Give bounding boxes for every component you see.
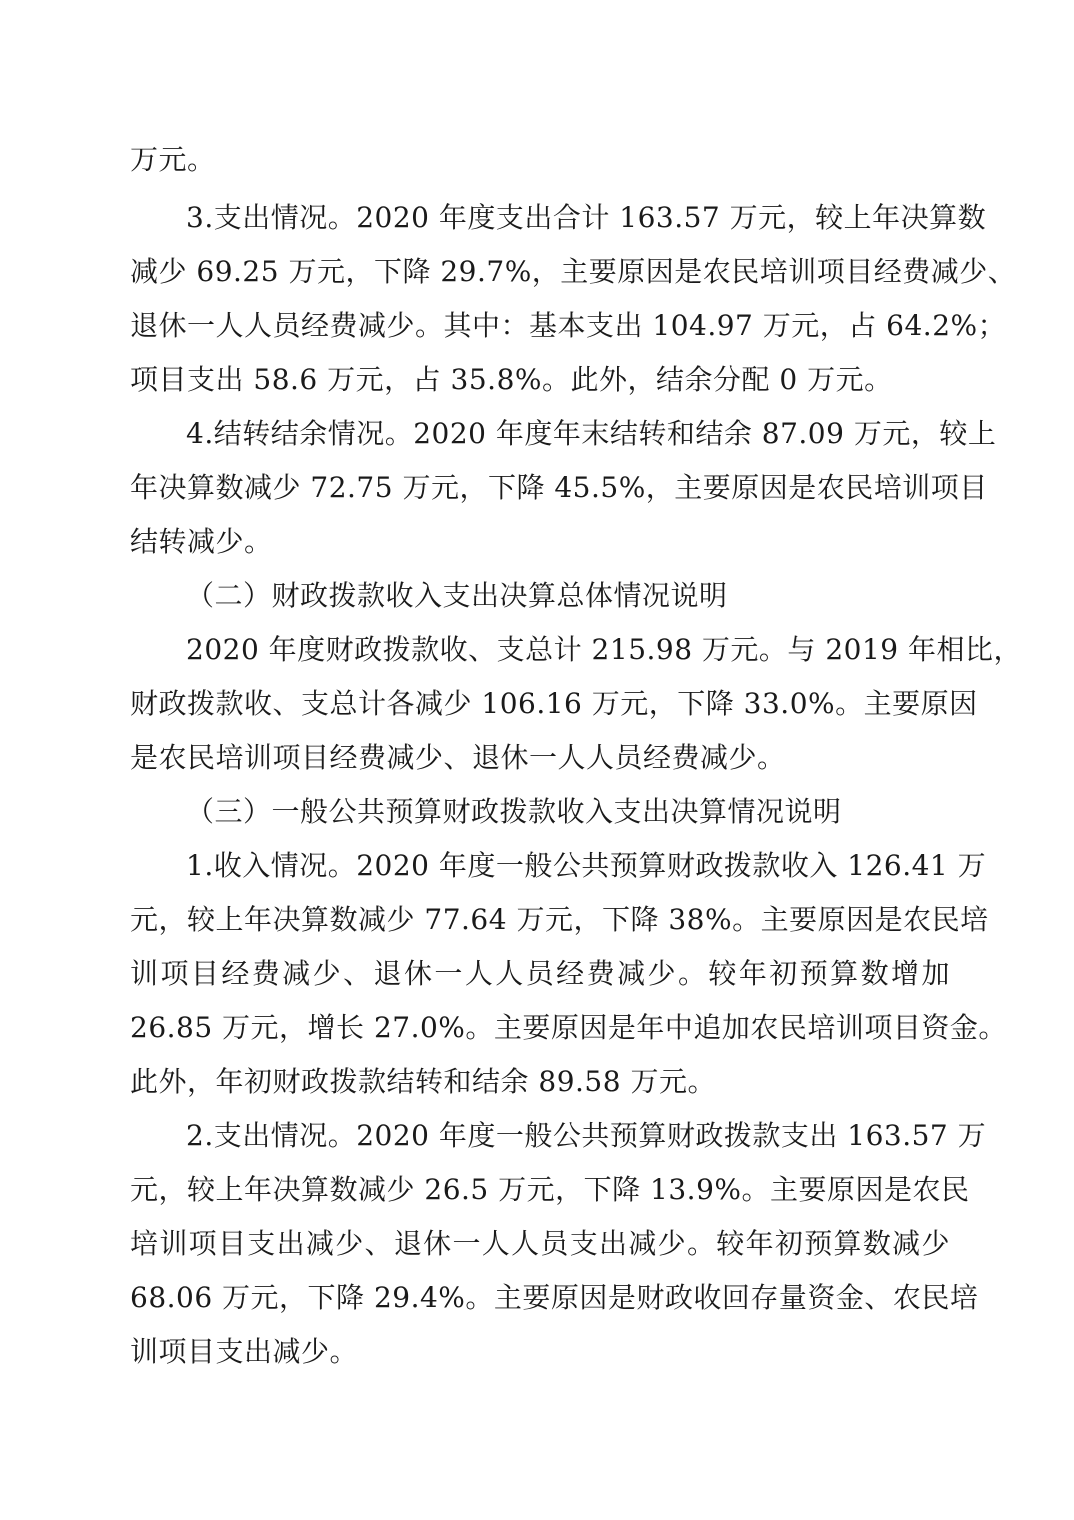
- text-line: 2020 年度财政拨款收、支总计 215.98 万元。与 2019 年相比，: [186, 633, 1022, 666]
- text-line: 元，较上年决算数减少 26.5 万元，下降 13.9%。主要原因是农民: [130, 1173, 970, 1206]
- text-line: 培训项目支出减少、退休一人人员支出减少。较年初预算数减少: [130, 1227, 950, 1260]
- text-line: 此外，年初财政拨款结转和结余 89.58 万元。: [130, 1065, 716, 1098]
- text-line: 年决算数减少 72.75 万元，下降 45.5%，主要原因是农民培训项目: [130, 471, 988, 504]
- text-line: 68.06 万元，下降 29.4%。主要原因是财政收回存量资金、农民培: [130, 1281, 979, 1314]
- text-line: 财政拨款收、支总计各减少 106.16 万元，下降 33.0%。主要原因: [130, 687, 978, 720]
- text-line: 结转减少。: [130, 525, 273, 558]
- text-line: 26.85 万元，增长 27.0%。主要原因是年中追加农民培训项目资金。: [130, 1011, 1007, 1044]
- section-heading: （三）一般公共预算财政拨款收入支出决算情况说明: [186, 795, 842, 828]
- text-line: 训项目支出减少。: [130, 1335, 359, 1368]
- text-line: 元，较上年决算数减少 77.64 万元，下降 38%。主要原因是农民培: [130, 903, 989, 936]
- text-line: 4.结转结余情况。2020 年度年末结转和结余 87.09 万元，较上: [186, 417, 997, 450]
- text-line: 训项目经费减少、退休一人人员经费减少。较年初预算数增加: [130, 957, 950, 990]
- text-line: 1.收入情况。2020 年度一般公共预算财政拨款收入 126.41 万: [186, 849, 987, 882]
- text-line: 3.支出情况。2020 年度支出合计 163.57 万元，较上年决算数: [186, 201, 987, 234]
- text-line: 万元。: [130, 143, 216, 176]
- text-line: 项目支出 58.6 万元，占 35.8%。此外，结余分配 0 万元。: [130, 363, 893, 396]
- text-line: 减少 69.25 万元，下降 29.7%，主要原因是农民培训项目经费减少、: [130, 255, 1017, 288]
- text-line: 退休一人人员经费减少。其中：基本支出 104.97 万元，占 64.2%；: [130, 309, 1007, 342]
- text-line: 是农民培训项目经费减少、退休一人人员经费减少。: [130, 741, 786, 774]
- section-heading: （二）财政拨款收入支出决算总体情况说明: [186, 579, 728, 612]
- text-line: 2.支出情况。2020 年度一般公共预算财政拨款支出 163.57 万: [186, 1119, 987, 1152]
